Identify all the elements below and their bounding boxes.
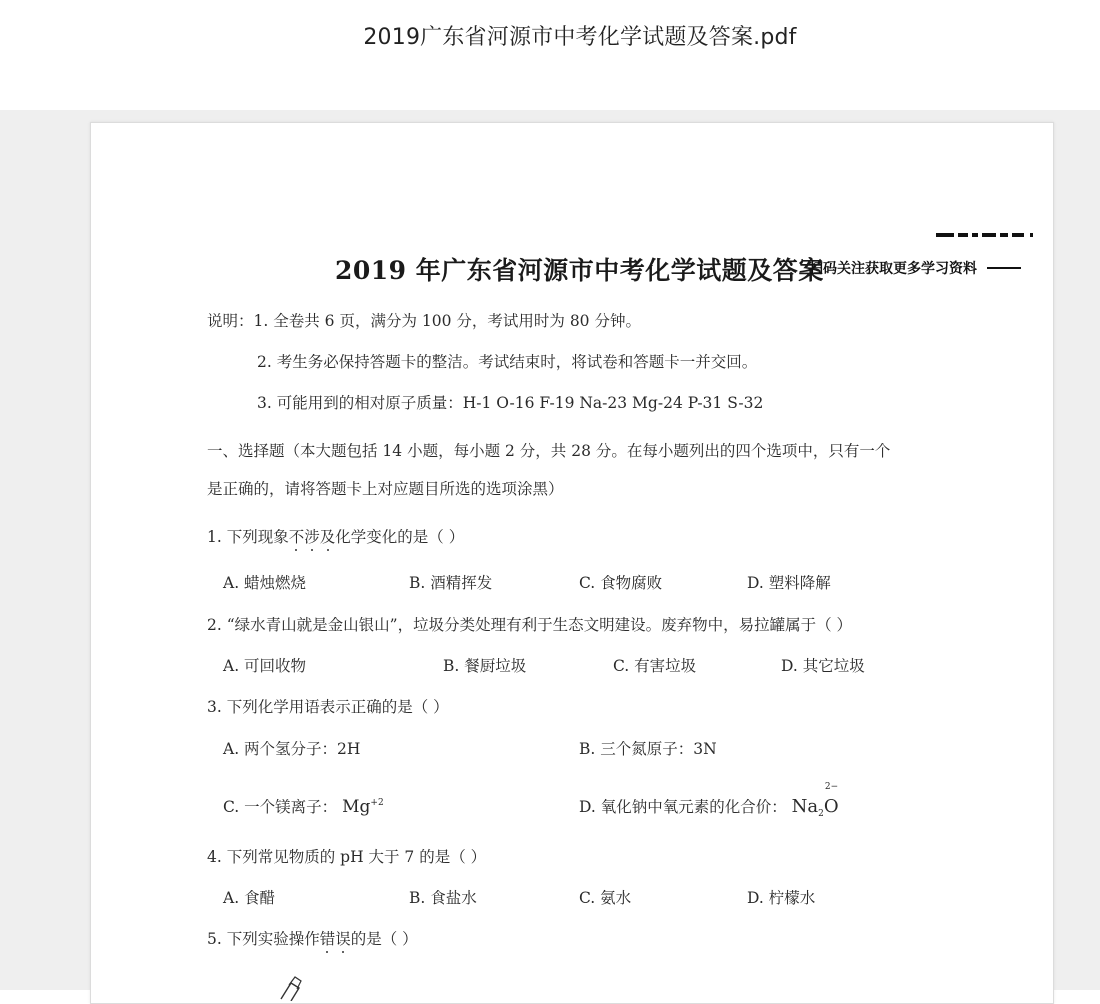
na-symbol: Na (791, 796, 819, 817)
q2-option-b: B. 餐厨垃圾 (443, 657, 527, 675)
q1-option-c: C. 食物腐败 (579, 574, 663, 592)
qr-decoration-mark (936, 233, 1034, 238)
q3-option-d-formula (791, 782, 839, 819)
qr-caption-dash (987, 267, 1021, 269)
q3-option-c (223, 795, 384, 817)
q5-emphasis-2: 误 (335, 930, 351, 948)
q3-option-c-formula (342, 797, 384, 817)
question-2-stem: 2. “绿水青山就是金山银山”，垃圾分类处理有利于生态文明建设。废弃物中，易拉罐属于（ ） (207, 616, 852, 634)
section-heading-line-1: 一、选择题（本大题包括 14 小题，每小题 2 分，共 28 分。在每小题列出的四个选项中，只有一个 (207, 442, 891, 460)
q1-emphasis-1: 不 (288, 528, 305, 546)
question-3-stem: 3. 下列化学用语表示正确的是（ ） (207, 698, 449, 716)
q3-option-b: B. 三个氮原子：3N (579, 740, 717, 758)
mg-charge: +2 (370, 798, 384, 808)
q1-stem-b: 化学变化的是（ ） (335, 528, 465, 546)
q4-option-a: A. 食醋 (223, 889, 276, 907)
q4-option-b: B. 食盐水 (409, 889, 477, 907)
q1-option-b: B. 酒精挥发 (409, 574, 493, 592)
file-title: 2019广东省河源市中考化学试题及答案.pdf (363, 25, 797, 50)
oxygen-valence: 2− (824, 782, 839, 792)
q4-option-d: D. 柠檬水 (747, 889, 816, 907)
oxygen-symbol: O (823, 796, 839, 817)
q2-option-c: C. 有害垃圾 (613, 657, 697, 675)
q1-emphasis-3: 及 (319, 528, 336, 546)
q5-emphasis-1: 错 (319, 930, 336, 948)
q2-option-d: D. 其它垃圾 (781, 657, 865, 675)
na-subscript: 2 (818, 809, 824, 819)
notes-prefix: 说明： (207, 312, 254, 330)
question-1-stem (207, 525, 464, 547)
q3-option-d-text: D. 氧化钠中氧元素的化合价： (579, 798, 787, 816)
document-canvas[interactable] (0, 110, 1100, 990)
question-5-stem (207, 927, 418, 949)
q1-emphasis-2: 涉 (304, 528, 320, 546)
notes-line-2: 2. 考生务必保持答题卡的整洁。考试结束时，将试卷和答题卡一并交回。 (257, 353, 758, 371)
q1-option-d: D. 塑料降解 (747, 574, 831, 592)
qr-caption: 扫码关注获取更多学习资料 (809, 261, 977, 277)
question-4-stem: 4. 下列常见物质的 pH 大于 7 的是（ ） (207, 848, 487, 866)
q5-stem-a: 5. 下列实验操作 (207, 930, 320, 948)
notes-text-1: 1. 全卷共 6 页，满分为 100 分，考试用时为 80 分钟。 (253, 312, 641, 330)
q1-option-a: A. 蜡烛燃烧 (223, 574, 307, 592)
q3-option-a: A. 两个氢分子：2H (223, 740, 361, 758)
notes-line-3: 3. 可能用到的相对原子质量：H-1 O-16 F-19 Na-23 Mg-24 P-31 S-32 (257, 394, 764, 412)
section-heading-line-2: 是正确的，请将答题卡上对应题目所选的选项涂黑） (207, 480, 564, 498)
q3-option-c-text: C. 一个镁离子： (223, 798, 338, 816)
pdf-page[interactable] (90, 122, 1054, 1004)
mg-symbol: Mg (342, 797, 371, 817)
viewer-header (0, 0, 1100, 110)
q5-stem-b: 的是（ ） (350, 930, 418, 948)
q4-option-c: C. 氨水 (579, 889, 632, 907)
q2-option-a: A. 可回收物 (223, 657, 307, 675)
q3-option-d (579, 782, 839, 819)
document-title: 2019 年广东省河源市中考化学试题及答案 (335, 256, 824, 285)
q1-stem-a: 1. 下列现象 (207, 528, 289, 546)
notes-line-1 (207, 309, 641, 331)
q5-illustration-partial (271, 971, 311, 1001)
